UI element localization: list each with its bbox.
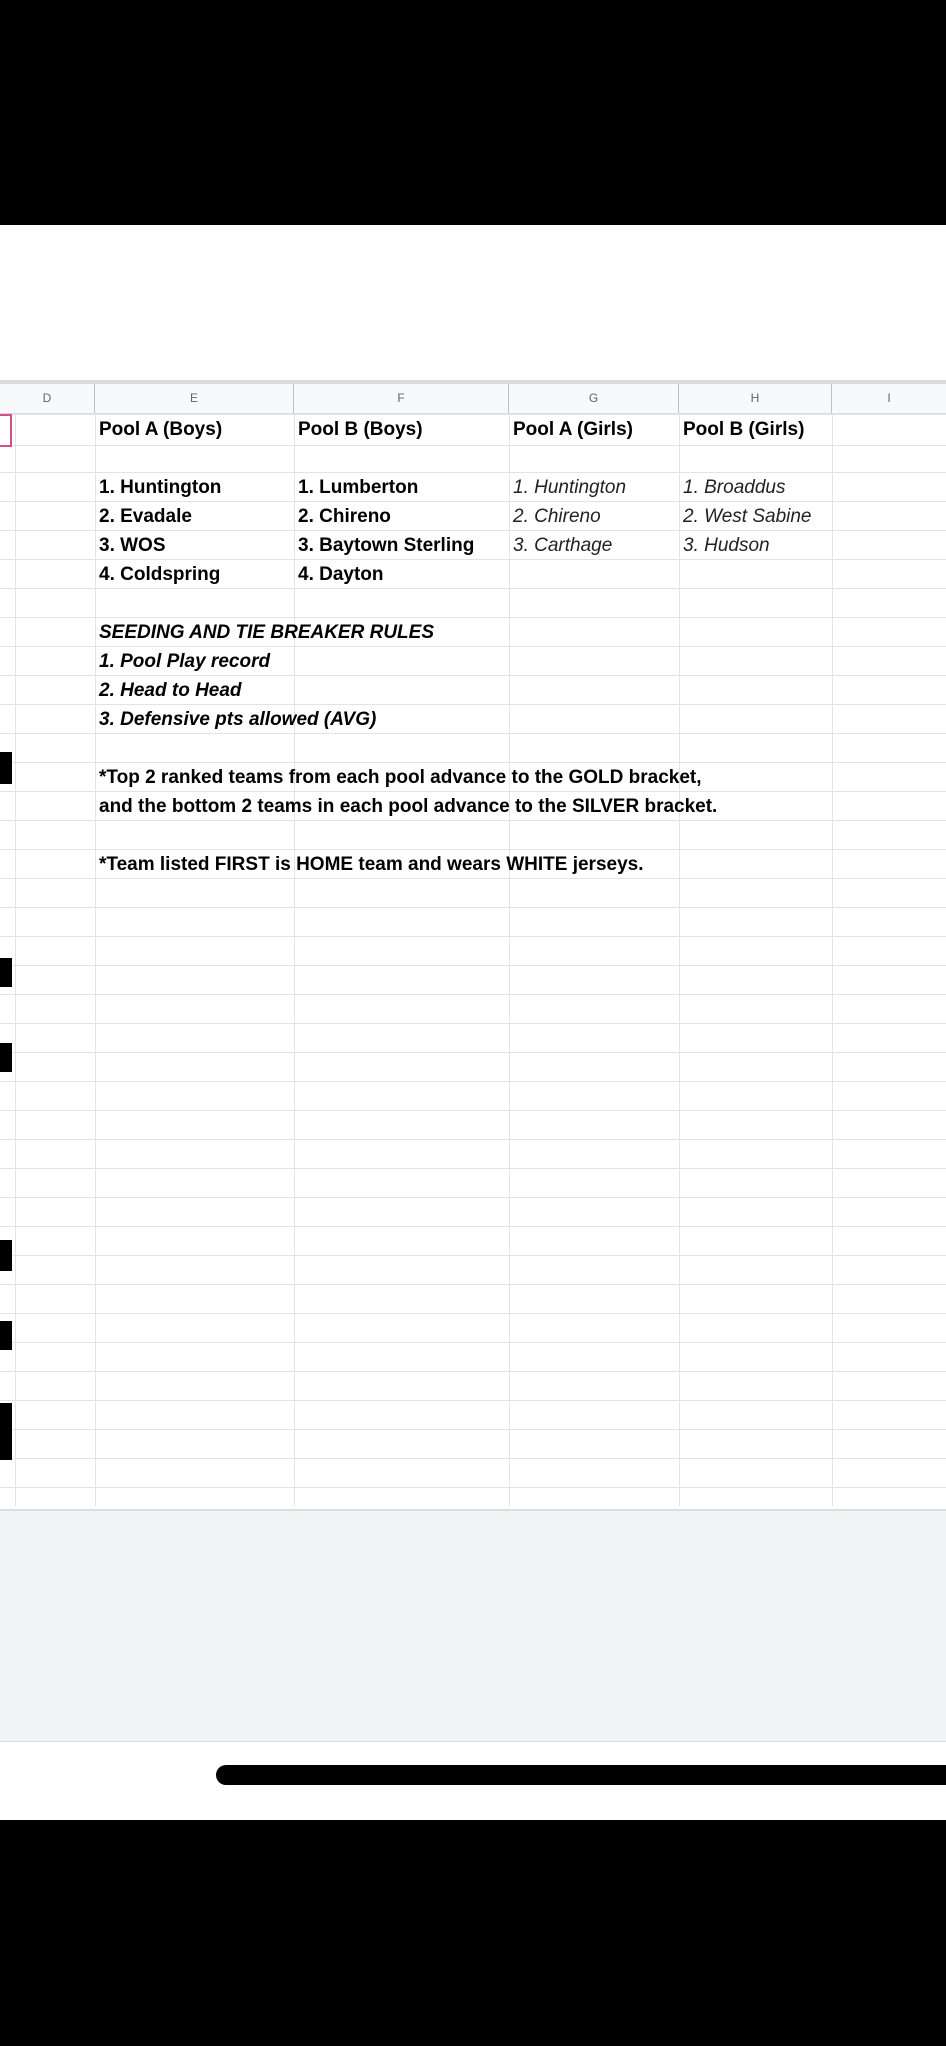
- grid-row-line: [0, 1023, 946, 1024]
- grid-col-line: [15, 414, 16, 1506]
- note-advance-line-2[interactable]: and the bottom 2 teams in each pool advance to the SILVER bracket.: [99, 796, 718, 817]
- grid-row-line: [0, 1284, 946, 1285]
- grid-row-line: [0, 1487, 946, 1488]
- column-header-f[interactable]: F: [294, 384, 509, 413]
- grid-row-line: [0, 1081, 946, 1082]
- cell-pool-b-girls-3[interactable]: 3. Hudson: [683, 535, 770, 556]
- rules-item-3[interactable]: 3. Defensive pts allowed (AVG): [99, 709, 377, 730]
- cell-pool-a-boys-2[interactable]: 2. Evadale: [99, 506, 192, 527]
- cell-pool-a-girls-2[interactable]: 2. Chireno: [513, 506, 601, 527]
- header-pool-b-girls[interactable]: Pool B (Girls): [683, 419, 805, 440]
- column-header-e[interactable]: E: [95, 384, 294, 413]
- grid-row-line: [0, 965, 946, 966]
- grid-row-line: [0, 1052, 946, 1053]
- grid-col-line: [294, 414, 295, 1506]
- grid-row-line: [0, 1429, 946, 1430]
- column-header-bar: [0, 380, 946, 414]
- grid-row-line: [0, 1139, 946, 1140]
- empty-sheet-area: [0, 1509, 946, 1742]
- cell-pool-b-boys-3[interactable]: 3. Baytown Sterling: [298, 535, 475, 556]
- grid-row-line: [0, 1110, 946, 1111]
- grid-col-line: [509, 414, 510, 1506]
- cell-pool-b-girls-1[interactable]: 1. Broaddus: [683, 477, 786, 498]
- cell-pool-b-boys-4[interactable]: 4. Dayton: [298, 564, 384, 585]
- header-pool-a-boys[interactable]: Pool A (Boys): [99, 419, 223, 440]
- rules-title[interactable]: SEEDING AND TIE BREAKER RULES: [99, 622, 434, 643]
- grid-row-line: [0, 1458, 946, 1459]
- row-edge-marker: [0, 1240, 12, 1271]
- cell-pool-a-girls-1[interactable]: 1. Huntington: [513, 477, 627, 498]
- cell-pool-a-boys-1[interactable]: 1. Huntington: [99, 477, 222, 498]
- grid-row-line: [0, 1197, 946, 1198]
- rules-item-1[interactable]: 1. Pool Play record: [99, 651, 271, 672]
- note-advance-line-1[interactable]: *Top 2 ranked teams from each pool advance to the GOLD bracket,: [99, 767, 702, 788]
- cell-pool-b-boys-2[interactable]: 2. Chireno: [298, 506, 391, 527]
- grid-row-line: [0, 445, 946, 446]
- column-header-h[interactable]: H: [679, 384, 832, 413]
- column-header-d[interactable]: D: [0, 384, 95, 413]
- header-pool-a-girls[interactable]: Pool A (Girls): [513, 419, 633, 440]
- grid-row-line: [0, 1342, 946, 1343]
- grid-row-line: [0, 1313, 946, 1314]
- row-edge-marker: [0, 958, 12, 987]
- grid-row-line: [0, 1226, 946, 1227]
- column-header-g[interactable]: G: [509, 384, 679, 413]
- selected-cell-outline[interactable]: [0, 414, 12, 447]
- grid-row-line: [0, 1400, 946, 1401]
- row-edge-marker: [0, 1321, 12, 1350]
- grid-row-line: [0, 588, 946, 589]
- grid-col-line: [679, 414, 680, 1506]
- grid-col-line: [832, 414, 833, 1506]
- note-home-team[interactable]: *Team listed FIRST is HOME team and wears WHITE jerseys.: [99, 854, 644, 875]
- grid-row-line: [0, 994, 946, 995]
- grid-col-line: [95, 414, 96, 1506]
- rules-item-2[interactable]: 2. Head to Head: [99, 680, 242, 701]
- spreadsheet-screen: [0, 225, 946, 1820]
- grid-row-line: [0, 1168, 946, 1169]
- cell-pool-a-girls-3[interactable]: 3. Carthage: [513, 535, 613, 556]
- row-edge-marker: [0, 1043, 12, 1072]
- grid-row-line: [0, 1255, 946, 1256]
- header-pool-b-boys[interactable]: Pool B (Boys): [298, 419, 423, 440]
- cell-pool-a-boys-3[interactable]: 3. WOS: [99, 535, 166, 556]
- grid-row-line: [0, 936, 946, 937]
- grid-row-line: [0, 1371, 946, 1372]
- row-edge-marker: [0, 1403, 12, 1460]
- home-indicator-bar[interactable]: [216, 1765, 946, 1785]
- grid-row-line: [0, 733, 946, 734]
- column-header-i[interactable]: I: [887, 391, 891, 405]
- grid-row-line: [0, 907, 946, 908]
- grid-row-line: [0, 820, 946, 821]
- grid-row-line: [0, 878, 946, 879]
- cell-pool-a-boys-4[interactable]: 4. Coldspring: [99, 564, 221, 585]
- cell-grid[interactable]: [0, 414, 946, 1509]
- cell-pool-b-boys-1[interactable]: 1. Lumberton: [298, 477, 419, 498]
- row-edge-marker: [0, 752, 12, 784]
- cell-pool-b-girls-2[interactable]: 2. West Sabine: [683, 506, 812, 527]
